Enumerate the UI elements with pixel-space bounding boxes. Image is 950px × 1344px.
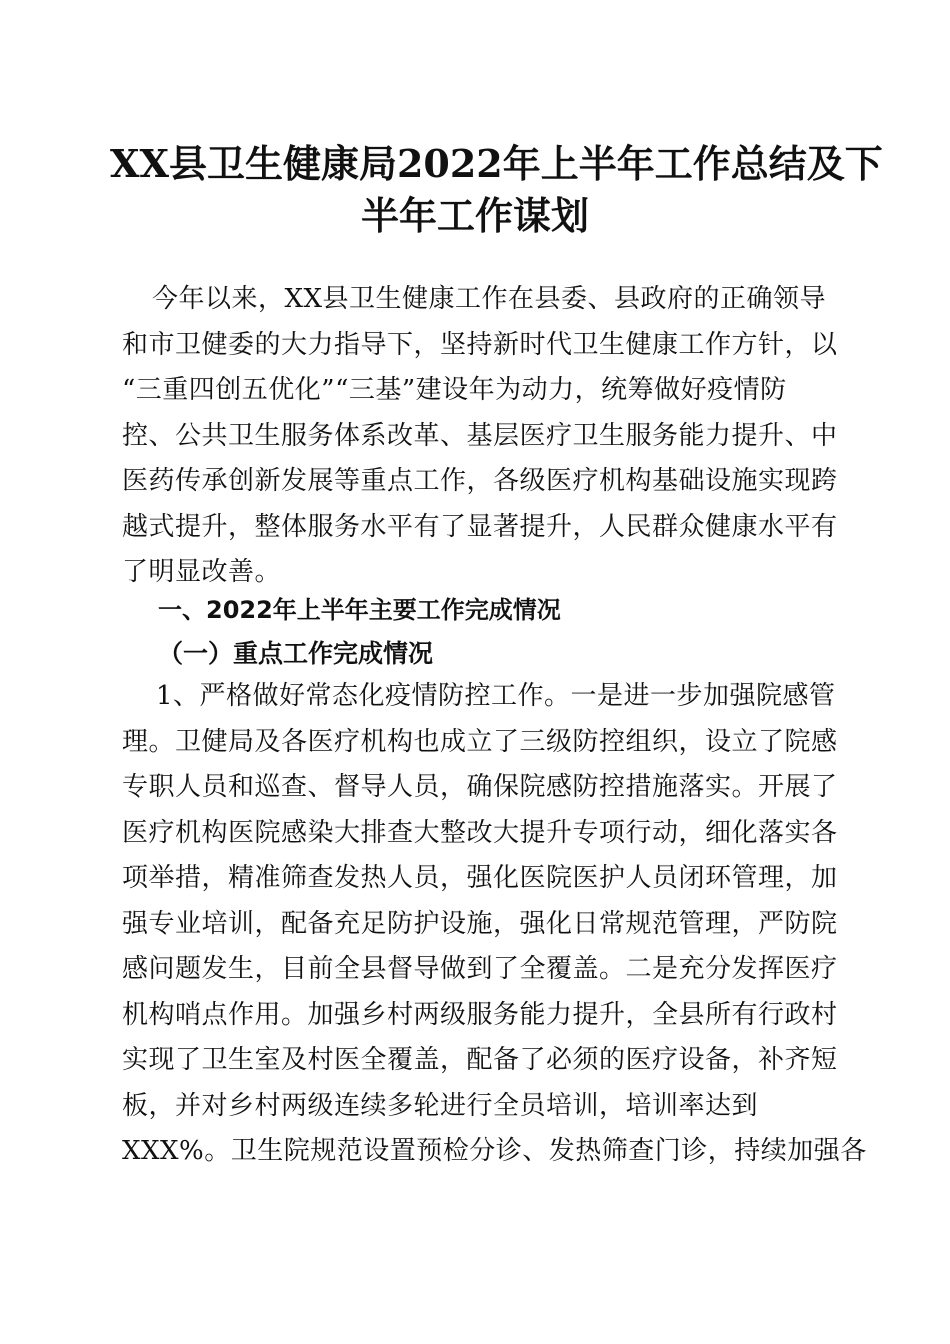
section1-line: 专职人员和巡查、督导人员，确保院感防控措施落实。开展了 <box>122 772 838 802</box>
subsection-heading-1: （一）重点工作完成情况 <box>158 639 434 668</box>
section1-line: 板，并对乡村两级连续多轮进行全员培训，培训率达到 <box>122 1090 759 1121</box>
intro-line: 了明显改善。 <box>122 557 282 587</box>
intro-paragraph <box>122 277 838 596</box>
section1-line: 项举措，精准筛查发热人员，强化医院医护人员闭环管理，加 <box>122 863 838 893</box>
title-line-1: XX县卫生健康局2022年上半年工作总结及下 <box>110 141 883 186</box>
section1-line: 医疗机构医院感染大排查大整改大提升专项行动，细化落实各 <box>122 817 838 848</box>
section1-line: XXX%。卫生院规范设置预检分诊、发热筛查门诊，持续加强各 <box>122 1136 867 1166</box>
section1-line: 机构哨点作用。加强乡村两级服务能力提升，全县所有行政村 <box>122 999 838 1030</box>
section1-paragraph <box>122 674 867 1175</box>
section-heading-1: 一、2022年上半年主要工作完成情况 <box>158 596 561 624</box>
section1-line: 理。卫健局及各医疗机构也成立了三级防控组织，设立了院感 <box>122 726 838 757</box>
document-title <box>110 138 883 242</box>
intro-line: 越式提升，整体服务水平有了显著提升，人民群众健康水平有 <box>122 511 838 542</box>
section1-line: 实现了卫生室及村医全覆盖，配备了必须的医疗设备，补齐短 <box>122 1045 838 1075</box>
section1-line: 强专业培训，配备充足防护设施，强化日常规范管理，严防院 <box>122 908 838 939</box>
intro-line: 控、公共卫生服务体系改革、基层医疗卫生服务能力提升、中 <box>122 420 838 451</box>
intro-line: 和市卫健委的大力指导下，坚持新时代卫生健康工作方针，以 <box>122 329 838 360</box>
section1-line: 感问题发生，目前全县督导做到了全覆盖。二是充分发挥医疗 <box>122 954 838 984</box>
section1-line: 1、严格做好常态化疫情防控工作。一是进一步加强院感管 <box>156 681 836 711</box>
title-line-2: 半年工作谋划 <box>360 193 589 238</box>
intro-line: “三重四创五优化”“三基”建设年为动力，统筹做好疫情防 <box>122 375 787 405</box>
intro-line: 医药传承创新发展等重点工作，各级医疗机构基础设施实现跨 <box>122 466 838 496</box>
intro-line: 今年以来，XX县卫生健康工作在县委、县政府的正确领导 <box>152 284 827 314</box>
